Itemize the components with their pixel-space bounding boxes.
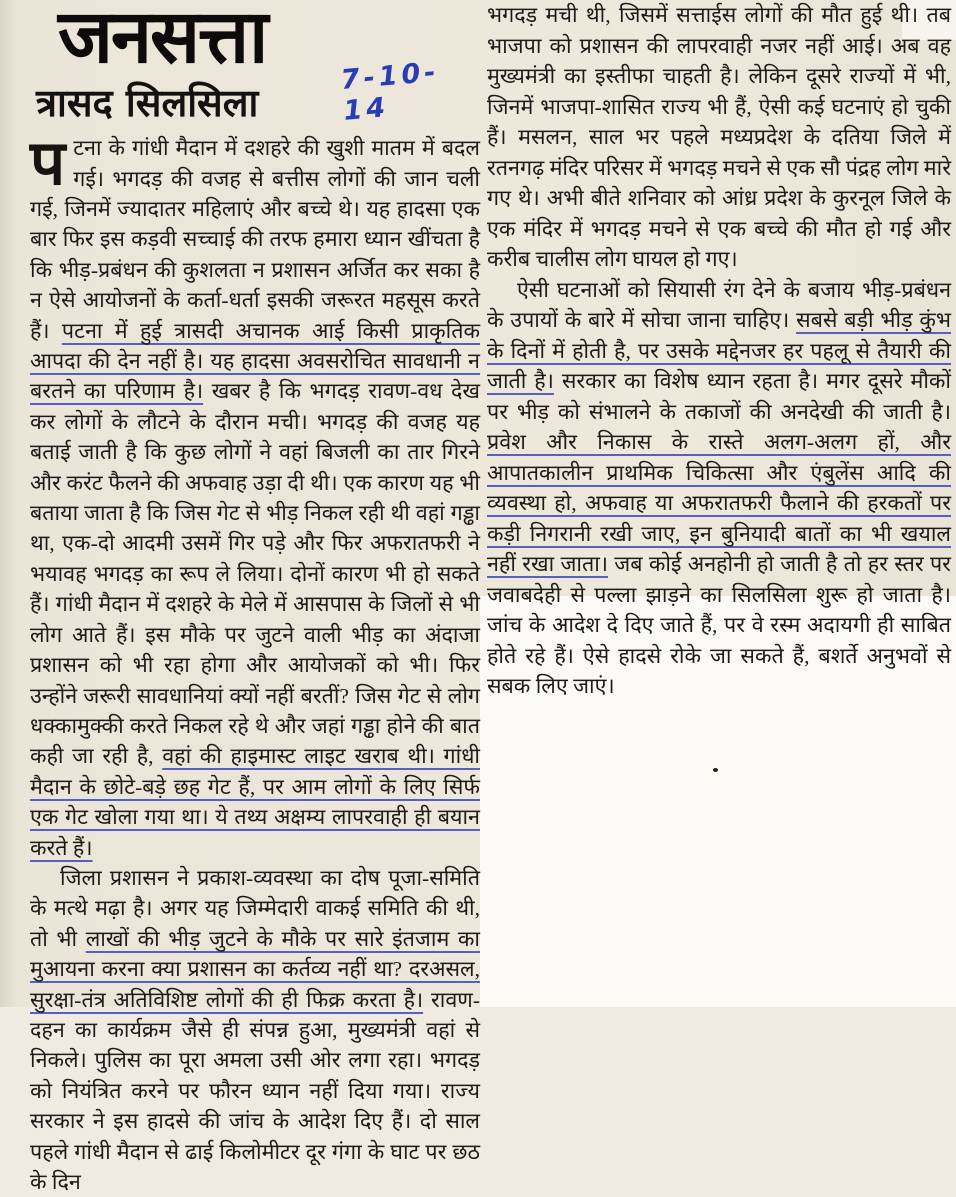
pen-underlined-text: पटना में हुई त्रासदी अचानक आई किसी प्राकृतिक आपदा की देन नहीं है। यह हादसा अवसरोचित सावधानी न बरतने का परिणाम है। xyxy=(30,318,480,404)
article-body-left xyxy=(30,126,480,1197)
body-text-segment: खबर है कि भगदड़ रावण-वध देख कर लोगों के लौटने के दौरान मची। भगदड़ की वजह यह बताई जाती है कि कुछ लोगों ने वहां बिजली का तार गिरने और करंट फैलने की अफवाह उड़ा दी थी। एक कारण यह भी बताया जाता है कि जिस गेट से भीड़ निकल रही थी वहां गड्ढा था, एक-दो आदमी उसमें गिर पड़े और फिर अफरातफरी ने भयावह भगदड़ का रूप ले लिया। दोनों कारण भी हो सकते हैं। गांधी मैदान में दशहरे के मेले में आसपास के जिलों से भी लोग आते हैं। इस मौके पर जुटने वाली भीड़ का अंदाजा प्रशासन को भी रहा होगा और आयोजकों को भी। फिर उन्होंने जरूरी सावधानियां क्यों नहीं बरतीं? जिस गेट से लोग धक्कामुक्की करते निकल रहे थे और जहां गड्ढा होने की बात कही जा रही है, xyxy=(30,379,480,769)
body-text-segment: जिला प्रशासन ने प्रकाश-व्यवस्था का दोष पूजा-समिति के मत्थे मढ़ा है। अगर यह जिम्मेदारी वाकई समिति की थी, तो भी xyxy=(30,865,480,951)
body-text-segment: जब कोई अनहोनी हो जाती है तो हर स्तर पर जवाबदेही से पल्ला झाड़ने का सिलसिला शुरू हो जाता है। जांच के आदेश दे दिए जाते हैं, पर वे रस्म अदायगी ही साबित होते रहे हैं। ऐसे हादसे रोके जा सकते हैं, बशर्ते अनुभवों से सबक लिए जाएं। xyxy=(487,552,951,698)
article-paragraph-2 xyxy=(30,863,480,1197)
article-headline: त्रासद सिलसिला xyxy=(36,81,259,126)
ink-speck xyxy=(713,768,718,772)
paragraph-text xyxy=(487,3,951,271)
body-text-segment: टना के गांधी मैदान में दशहरे की खुशी मातम में बदल गई। भगदड़ की वजह से बत्तीस लोगों की जान चली गई, जिनमें ज्यादातर महिलाएं और बच्चे थे। यह हादसा एक बार फिर इस कड़वी सच्चाई की तरफ हमारा ध्यान खींचता है कि भीड़-प्रबंधन की कुशलता न प्रशासन अर्जित कर सका है न ऐसे आयोजनों के कर्ता-धर्ता इसकी जरूरत महसूस करते हैं। xyxy=(30,136,480,343)
handwritten-date: 7-10-14 xyxy=(339,56,441,127)
paragraph-text xyxy=(487,278,951,699)
article-paragraph-4 xyxy=(487,275,951,702)
body-text-segment: सरकार का विशेष ध्यान रहता है। मगर दूसरे मौकों पर भीड़ को संभालने के तकाजों की अनदेखी की जाती है। xyxy=(487,369,951,424)
body-text-segment: भगदड़ मची थी, जिसमें सत्ताईस लोगों की मौत हुई थी। तब भाजपा को प्रशासन की लापरवाही नजर नहीं आई। अब वह मुख्यमंत्री का इस्तीफा चाहती है। लेकिन दूसरे राज्यों में भी, जिनमें भाजपा-शासित राज्य भी हैं, ऐसी कई घटनाएं हो चुकी हैं। मसलन, साल भर पहले मध्यप्रदेश के दतिया जिले में रतनगढ़ मंदिर परिसर में भगदड़ मचने से एक सौ पंद्रह लोग मारे गए थे। अभी बीते शनिवार को आंध्र प्रदेश के कुरनूल जिले के एक मंदिर में भगदड़ मचने से एक बच्चे की मौत हो गई और करीब चालीस लोग घायल हो गए। xyxy=(487,3,951,271)
right-column xyxy=(487,0,951,702)
article-paragraph-1 xyxy=(30,126,480,863)
article-paragraph-3 xyxy=(487,0,951,275)
body-text-segment: ऐसी घटनाओं को सियासी रंग देने के बजाय भीड़-प्रबंधन के उपायों के बारे में सोचा जाना चाहिए। xyxy=(487,277,951,332)
pen-underlined-text: लाखों की भीड़ जुटने के मौके पर सारे इंतजाम का मुआयना करना क्या प्रशासन का कर्तव्य नहीं था? दरअसल, सुरक्षा-तंत्र अतिविशिष्ट लोगों की ही फिक्र करता है। xyxy=(30,926,480,1012)
pen-underlined-text: सबसे बड़ी भीड़ कुंभ के दिनों में होती है, पर उसके मद्देनजर हर पहलू से तैयारी की जाती है। xyxy=(487,308,951,393)
left-column xyxy=(30,2,480,1197)
paragraph-text xyxy=(30,136,480,859)
body-text-segment: रावण-दहन का कार्यक्रम जैसे ही संपन्न हुआ, मुख्यमंत्री वहां से निकले। पुलिस का पूरा अमला उसी ओर लगा रहा। भगदड़ को नियंत्रित करने पर फौरन ध्यान नहीं दिया गया। राज्य सरकार ने इस हादसे की जांच के आदेश दिए हैं। दो साल पहले गांधी मैदान से ढाई किलोमीटर दूर गंगा के घाट पर छठ के दिन xyxy=(30,987,480,1194)
newspaper-masthead: जनसत्ता xyxy=(58,0,267,80)
pen-underlined-text: प्रवेश और निकास के रास्ते अलग-अलग हों, और आपातकालीन प्राथमिक चिकित्सा और एंबुलेंस आदि की व्यवस्था हो, अफवाह या अफरातफरी फैलाने की हरकतों पर कड़ी निगरानी रखी जाए, इन बुनियादी बातों का भी खयाल नहीं रखा जाता। xyxy=(487,430,951,576)
pen-underlined-text: वहां की हाइमास्ट लाइट खराब थी। गांधी मैदान के छोटे-बड़े छह गेट हैं, पर आम लोगों के लिए सिर्फ एक गेट खोला गया था। ये तथ्य अक्षम्य लापरवाही ही बयान करते हैं। xyxy=(30,744,480,860)
paragraph-text xyxy=(30,866,480,1194)
dropcap-letter: प xyxy=(30,126,66,200)
